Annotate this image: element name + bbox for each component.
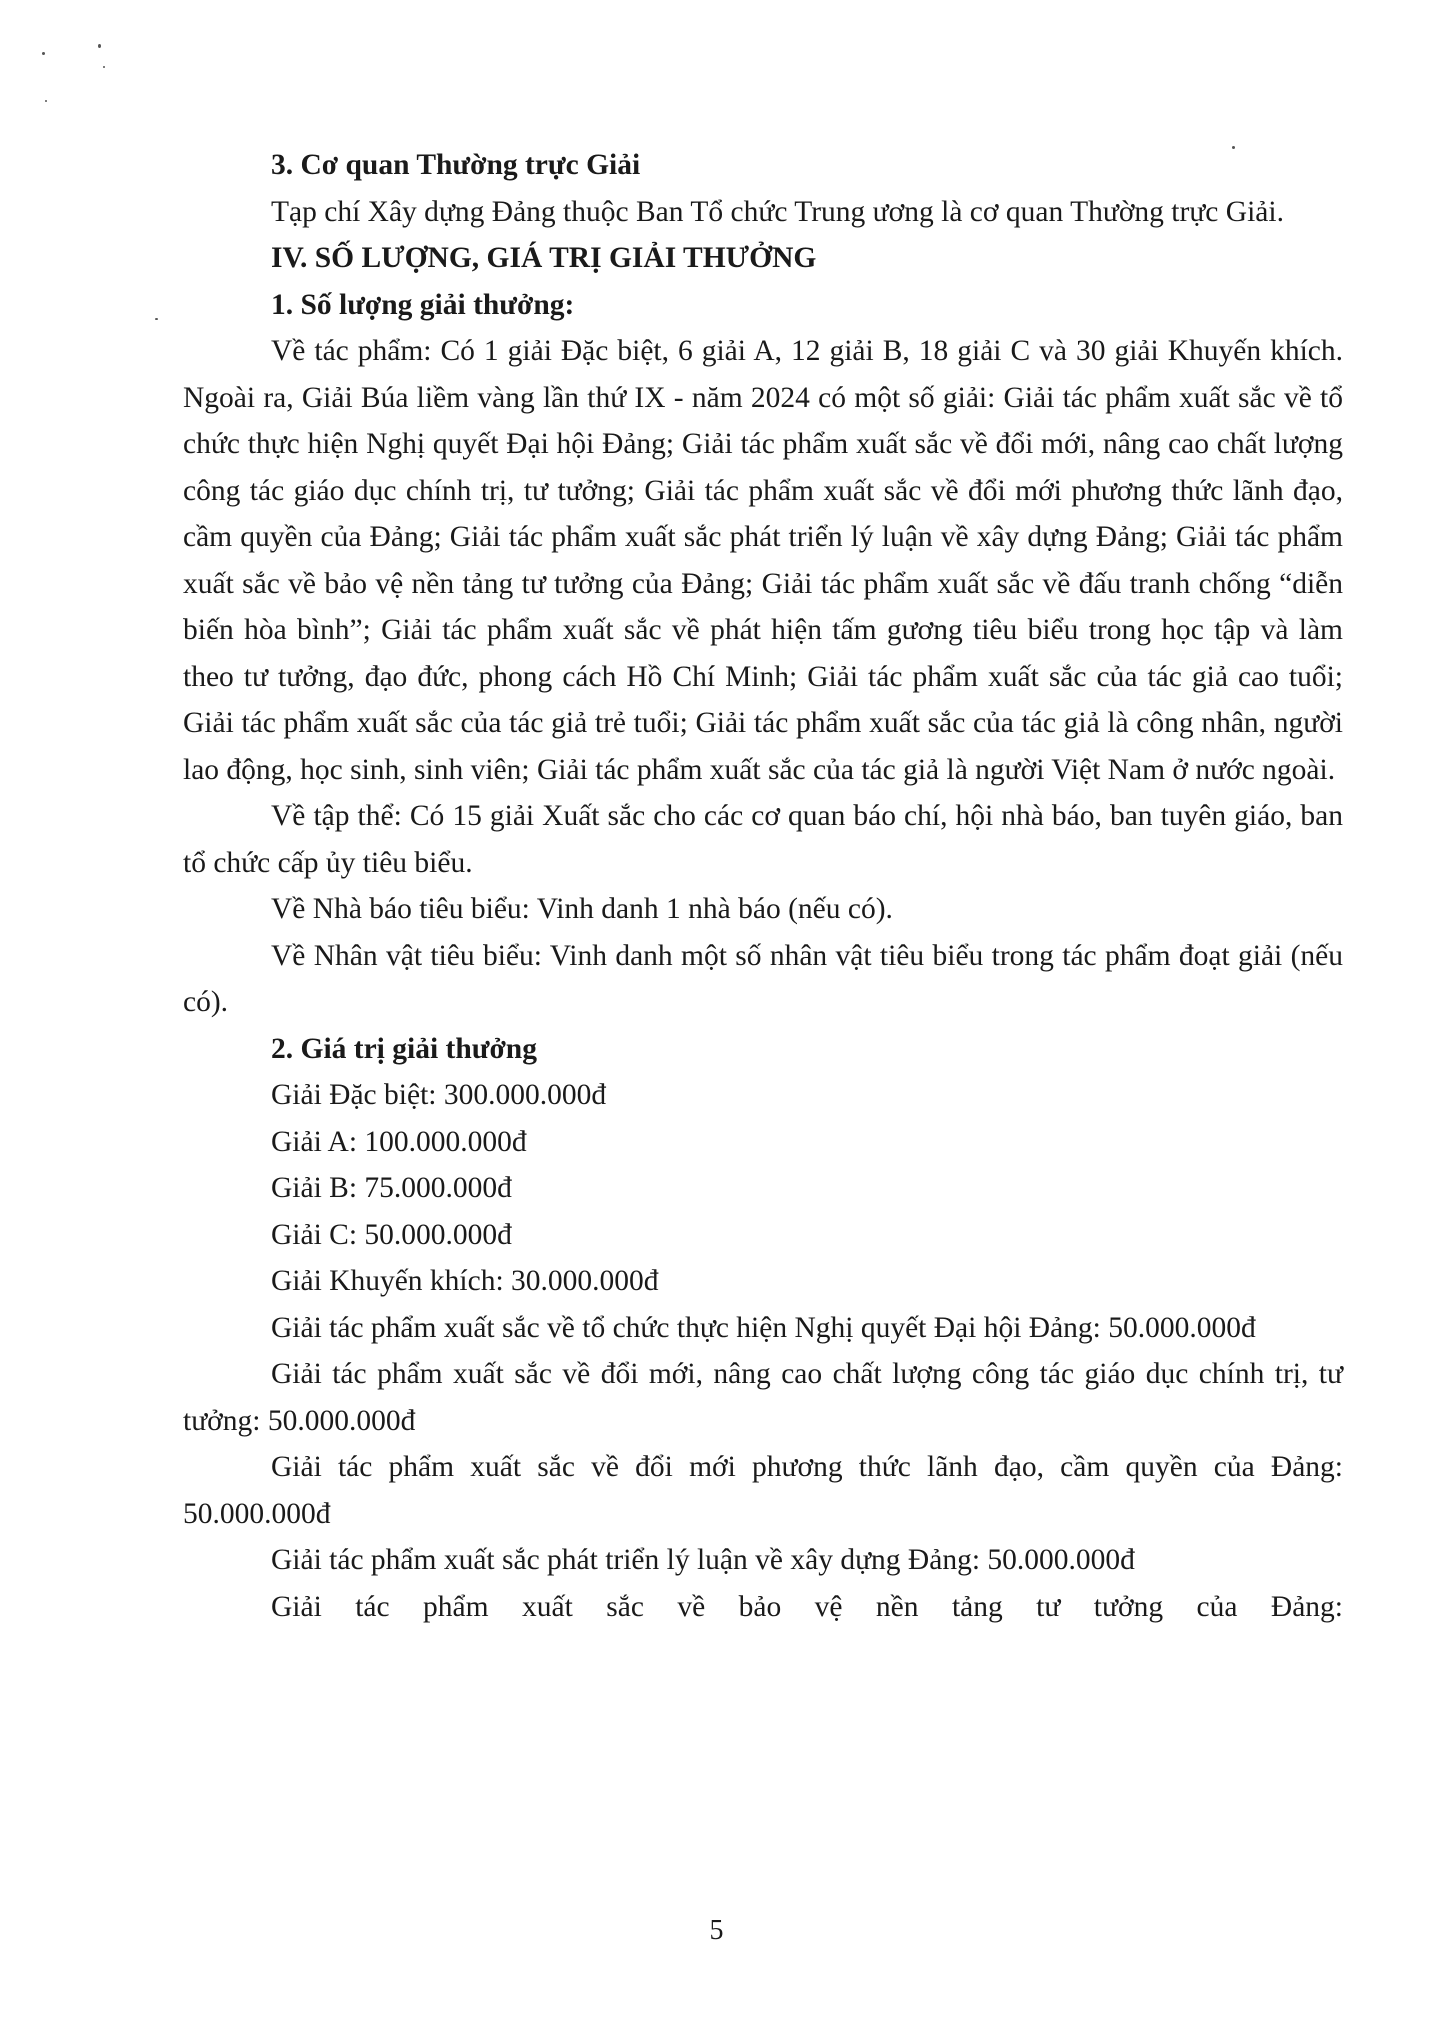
page-number: 5 bbox=[709, 1915, 724, 1946]
prize-line: Giải C: 50.000.000đ bbox=[271, 1218, 512, 1251]
section-3-text: Tạp chí Xây dựng Đảng thuộc Ban Tổ chức Trung ương là cơ quan Thường trực Giải. bbox=[271, 195, 1284, 228]
scan-speck bbox=[103, 66, 105, 68]
special-prize: Giải tác phẩm xuất sắc phát triển lý luận về xây dựng Đảng: 50.000.000đ bbox=[271, 1544, 1135, 1576]
paragraph-works: Về tác phẩm: Có 1 giải Đặc biệt, 6 giải A, 12 giải B, 18 giải C và 30 giải Khuyến khích. Ngoài ra, Giải Búa liềm vàng lần thứ IX - năm 2024 có một số giải: Giải tác phẩm xuất sắc về tổ chức thực hiện Nghị quyết Đại hội Đảng; Giải tác phẩm xuất sắc về đổi mới, nâng cao chất lượng công tác giáo dục chính trị, tư tưởng; Giải tác phẩm xuất sắc về đổi mới phương thức lãnh đạo, cầm quyền của Đảng; Giải tác phẩm xuất sắc phát triển lý luận về xây dựng Đảng; Giải tác phẩm xuất sắc về bảo vệ nền tảng tư tưởng của Đảng; Giải tác phẩm xuất sắc về đấu tranh chống “diễn biến hòa bình”; Giải tác phẩm xuất sắc về phát hiện tấm gương tiêu biểu trong học tập và làm theo tư tưởng, đạo đức, phong cách Hồ Chí Minh; Giải tác phẩm xuất sắc của tác giả cao tuổi; Giải tác phẩm xuất sắc của tác giả trẻ tuổi; Giải tác phẩm xuất sắc của tác giả là công nhân, người lao động, học sinh, sinh viên; Giải tác phẩm xuất sắc của tác giả là người Việt Nam ở nước ngoài. bbox=[183, 335, 1343, 786]
paragraph-collective: Về tập thể: Có 15 giải Xuất sắc cho các cơ quan báo chí, hội nhà báo, ban tuyên giáo, ban tổ chức cấp ủy tiêu biểu. bbox=[183, 800, 1343, 879]
prize-line: Giải A: 100.000.000đ bbox=[271, 1125, 527, 1158]
section-3-heading: 3. Cơ quan Thường trực Giải bbox=[271, 149, 641, 181]
prize-line: Giải Khuyến khích: 30.000.000đ bbox=[271, 1265, 659, 1297]
prize-line: Giải Đặc biệt: 300.000.000đ bbox=[271, 1079, 607, 1111]
scan-speck bbox=[45, 100, 47, 102]
section-4-heading: IV. SỐ LƯỢNG, GIÁ TRỊ GIẢI THƯỞNG bbox=[271, 242, 817, 274]
special-prize: Giải tác phẩm xuất sắc về tổ chức thực hiện Nghị quyết Đại hội Đảng: 50.000.000đ bbox=[271, 1311, 1256, 1344]
special-prize: Giải tác phẩm xuất sắc về bảo vệ nền tảng tư tưởng của Đảng: bbox=[271, 1590, 1343, 1623]
scan-speck bbox=[155, 318, 158, 320]
special-prize: Giải tác phẩm xuất sắc về đổi mới, nâng cao chất lượng công tác giáo dục chính trị, tư tưởng: 50.000.000đ bbox=[183, 1358, 1343, 1437]
prize-line: Giải B: 75.000.000đ bbox=[271, 1172, 512, 1204]
special-prize: Giải tác phẩm xuất sắc về đổi mới phương thức lãnh đạo, cầm quyền của Đảng: 50.000.000đ bbox=[183, 1451, 1343, 1530]
document-body bbox=[183, 142, 1343, 1630]
scan-speck bbox=[42, 52, 45, 55]
paragraph-figures: Về Nhân vật tiêu biểu: Vinh danh một số nhân vật tiêu biểu trong tác phẩm đoạt giải (nếu có). bbox=[183, 939, 1343, 1018]
subsection-1-heading: 1. Số lượng giải thưởng: bbox=[271, 288, 575, 321]
scan-speck bbox=[98, 44, 101, 48]
subsection-2-heading: 2. Giá trị giải thưởng bbox=[271, 1032, 537, 1065]
paragraph-journalist: Về Nhà báo tiêu biểu: Vinh danh 1 nhà báo (nếu có). bbox=[271, 893, 893, 925]
